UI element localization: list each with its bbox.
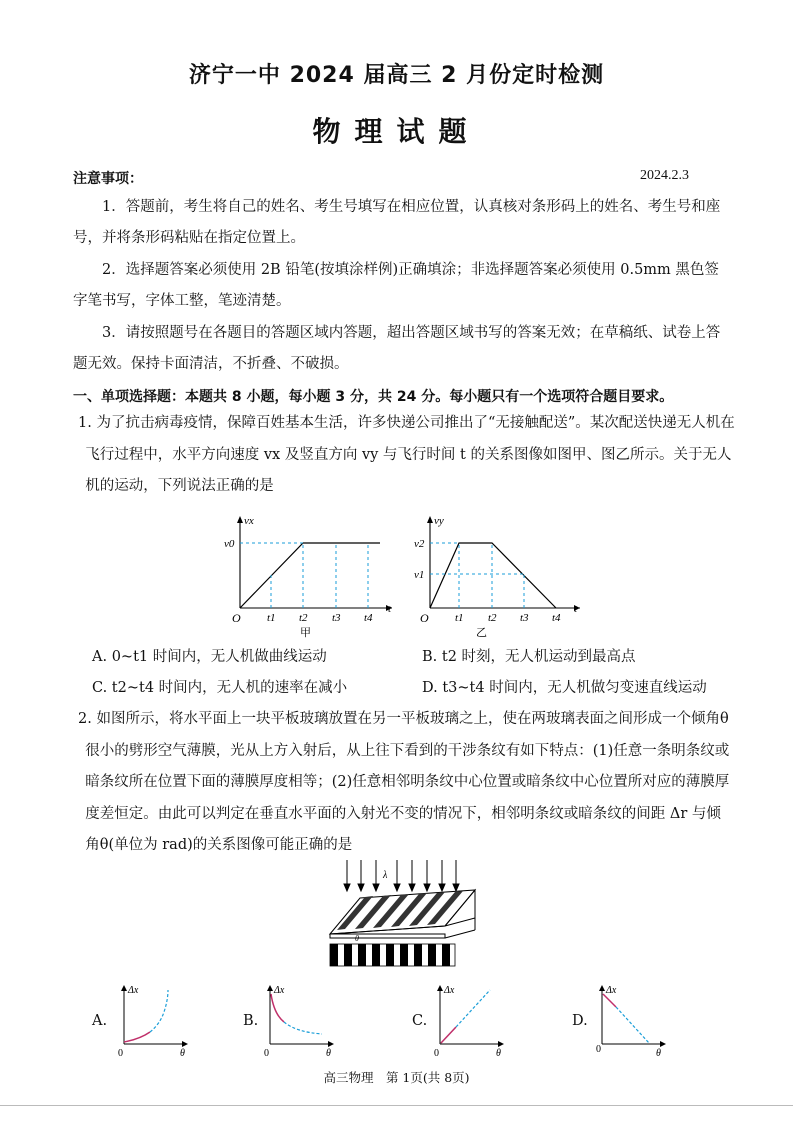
notice-1: 1．答题前，考生将自己的姓名、考生号填写在相应位置，认真核对条形码上的姓名、考生号和座号，并将条形码粘贴在指定位置上。: [73, 199, 721, 246]
t4-label: t4: [552, 612, 561, 624]
origin-label: O: [420, 611, 429, 625]
q2-option-d[interactable]: D.: [572, 1013, 588, 1029]
q2-option-a[interactable]: A.: [92, 1013, 108, 1029]
subject-title: 物理试题: [312, 115, 481, 148]
x-label: θ: [326, 1048, 331, 1059]
caption-yi: 乙: [476, 627, 487, 639]
t1-label: t1: [455, 612, 464, 624]
fringe-pattern-strip: [330, 944, 455, 966]
theta-mark: θ: [355, 934, 359, 943]
exam-date: 2024.2.3: [640, 168, 689, 183]
q2-graph-c[interactable]: [432, 982, 512, 1060]
v2-label: v2: [414, 538, 425, 550]
y-arrow-icon: [237, 516, 243, 523]
notice-3: 3．请按照题号在各题目的答题区域内答题，超出答题区域书写的答案无效；在草稿纸、试卷上答题无效。保持卡面清洁，不折叠、不破损。: [73, 325, 721, 372]
vx-line: [240, 543, 380, 608]
y-arrow-icon: [427, 516, 433, 523]
origin-label: 0: [434, 1048, 439, 1059]
bottom-rule: [0, 1105, 793, 1106]
t2-label: t2: [299, 612, 308, 624]
question-2-stem: 2. 如图所示，将水平面上一块平板玻璃放置在另一平板玻璃之上，使在两玻璃表面之间形成一个倾角θ很小的劈形空气薄膜，光从上方入射后，从上往下看到的干涉条纹有如下特点：(1)任意一条明条纹或暗条纹所在位置下面的薄膜厚度相等；(2)任意相邻明条纹中心位置或暗条纹中心位置所对应的薄膜厚度差恒定。由此可以判定在垂直水平面的入射光不变的情况下，相邻明条纹或暗条纹的间距 Δr 与倾角θ(单位为 rad)的关系图像可能正确的是: [78, 711, 730, 853]
t-axis-label: t: [574, 603, 578, 615]
q2-option-c[interactable]: C.: [412, 1013, 428, 1029]
y-label: vx: [244, 515, 254, 527]
caption-jia: 甲: [300, 627, 311, 639]
v0-label: v0: [224, 538, 235, 550]
notice-heading: 注意事项：: [73, 171, 143, 187]
q2-graph-a[interactable]: [116, 982, 196, 1060]
x-label: θ: [496, 1048, 501, 1059]
exam-title: 济宁一中 2024 届高三 2 月份定时检测: [188, 63, 605, 88]
q1-option-b[interactable]: B. t2 时刻，无人机运动到最高点: [422, 649, 636, 665]
x-label: θ: [180, 1048, 185, 1059]
question-1-stem: 1. 为了抗击病毒疫情，保障百姓基本生活，许多快递公司推出了“无接触配送”。某次配送快递无人机在飞行过程中，水平方向速度 vx 及竖直方向 vy 与飞行时间 t 的关系图像如图甲、图乙所示。关于无人机的运动，下列说法正确的是: [78, 415, 735, 494]
t4-label: t4: [364, 612, 373, 624]
page-footer: 高三物理 第 1页(共 8页): [323, 1070, 470, 1085]
lower-glass-plate: [330, 934, 445, 938]
y-label: vy: [434, 515, 444, 527]
y-label: Δx: [444, 985, 455, 996]
section-heading: 一、单项选择题：本题共 8 小题，每小题 3 分，共 24 分。每小题只有一个选项符合题目要求。: [73, 389, 674, 405]
origin-label: 0: [264, 1048, 269, 1059]
v1-label: v1: [414, 569, 425, 581]
origin-label: O: [232, 611, 241, 625]
t-axis-label: t: [388, 603, 392, 615]
notice-2: 2．选择题答案必须使用 2B 铅笔(按填涂样例)正确填涂；非选择题答案必须使用 0.5mm 黑色签字笔书写，字体工整，笔迹清楚。: [73, 262, 719, 309]
q1-option-d[interactable]: D. t3~t4 时间内，无人机做匀变速直线运动: [422, 680, 707, 696]
q2-wedge-diagram: [325, 858, 477, 970]
y-label: Δx: [128, 985, 139, 996]
origin-label: 0: [118, 1048, 123, 1059]
t3-label: t3: [332, 612, 341, 624]
q2-option-b[interactable]: B.: [243, 1013, 259, 1029]
t2-label: t2: [488, 612, 497, 624]
q1-figure-b: [412, 512, 587, 640]
wavelength-label: λ: [383, 870, 388, 881]
x-label: θ: [656, 1048, 661, 1059]
y-label: Δx: [606, 985, 617, 996]
q1-option-a[interactable]: A. 0~t1 时间内，无人机做曲线运动: [92, 649, 327, 665]
q1-figure-a: [222, 512, 397, 640]
y-label: Δx: [274, 985, 285, 996]
t1-label: t1: [267, 612, 276, 624]
incident-light-rays: [344, 860, 459, 891]
vy-line: [430, 543, 556, 608]
q2-graph-b[interactable]: [262, 982, 342, 1060]
t3-label: t3: [520, 612, 529, 624]
q1-option-c[interactable]: C. t2~t4 时间内，无人机的速率在减小: [92, 680, 348, 696]
q2-graph-d[interactable]: [594, 982, 674, 1060]
origin-label: 0: [596, 1044, 601, 1055]
